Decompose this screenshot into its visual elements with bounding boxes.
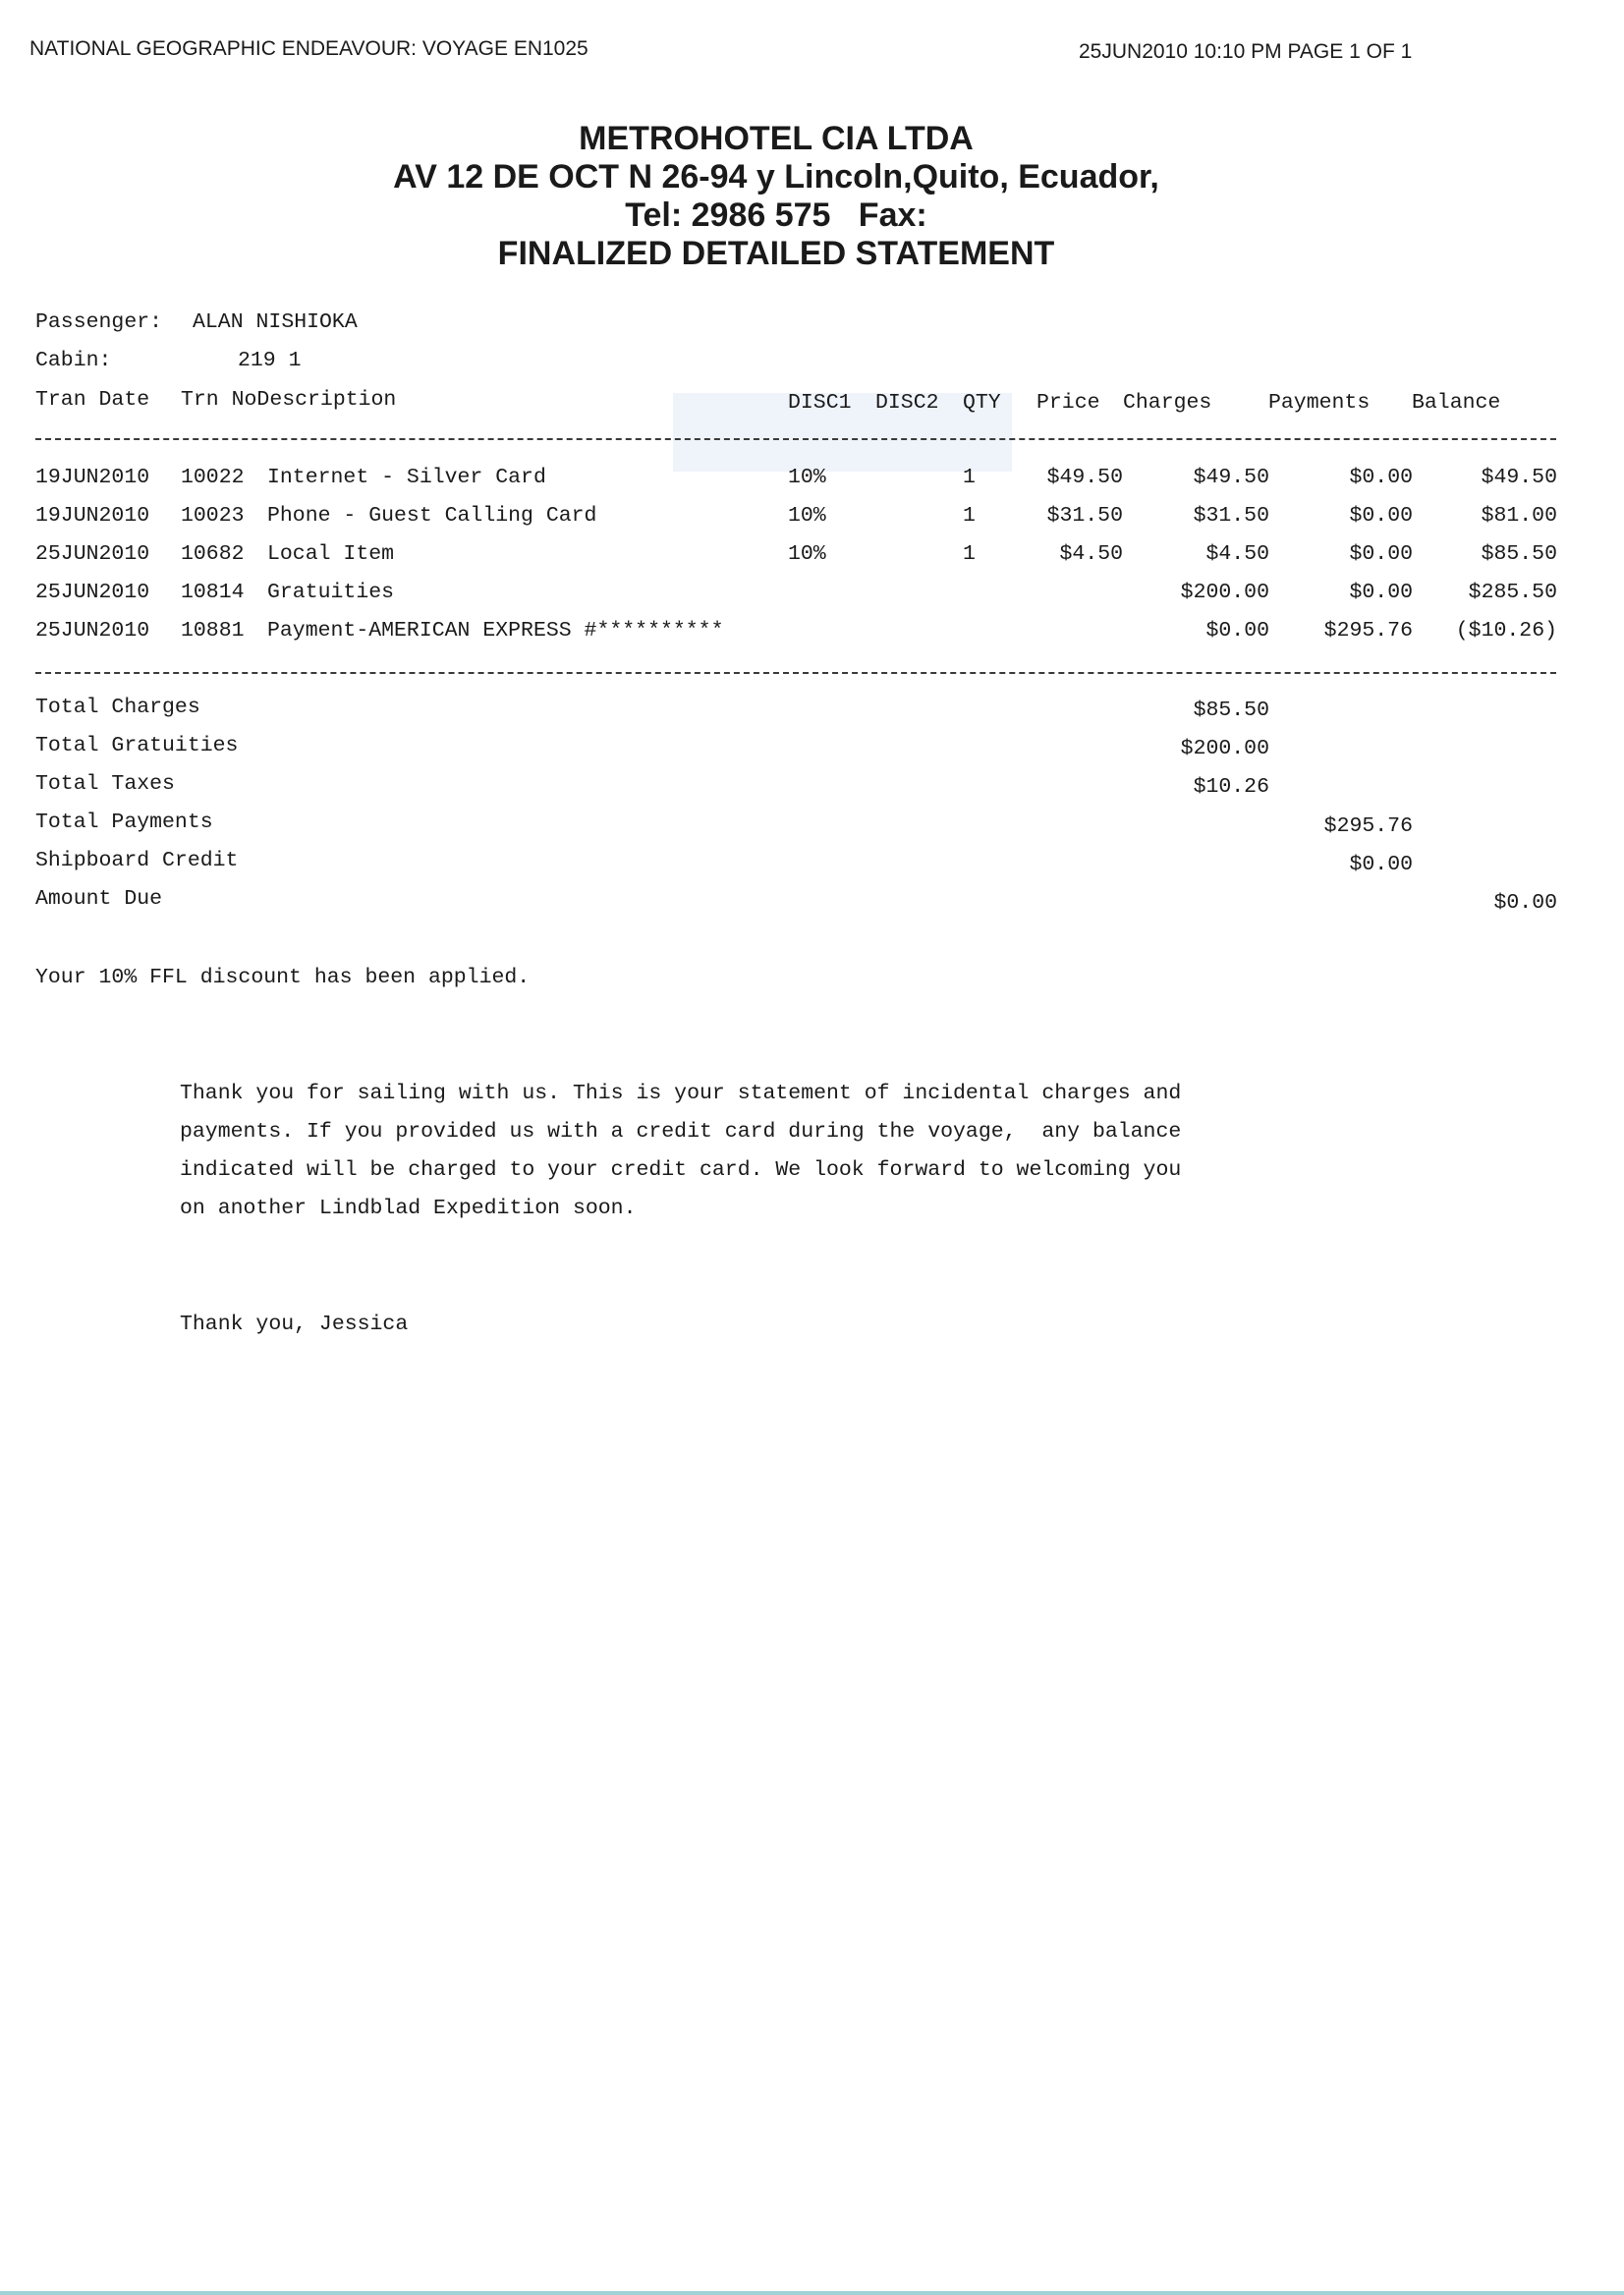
row-trn-no: 10881 xyxy=(181,619,245,643)
row-payments: $0.00 xyxy=(1349,504,1413,528)
company-phone-fax: Tel: 2986 575 Fax: xyxy=(625,196,927,234)
signoff: Thank you, Jessica xyxy=(180,1313,409,1336)
col-disc2: DISC2 xyxy=(875,391,939,415)
col-charges: Charges xyxy=(1123,391,1212,415)
row-description: Phone - Guest Calling Card xyxy=(267,504,597,528)
row-qty: 1 xyxy=(963,466,976,489)
row-charges: $31.50 xyxy=(1193,504,1269,528)
message-line: payments. If you provided us with a credit card during the voyage, any balance xyxy=(180,1120,1182,1144)
total-payments-value: $295.76 xyxy=(1323,814,1413,838)
row-qty: 1 xyxy=(963,542,976,566)
col-qty: QTY xyxy=(963,391,1001,415)
company-address: AV 12 DE OCT N 26-94 y Lincoln,Quito, Ecuador, xyxy=(393,158,1159,196)
row-qty: 1 xyxy=(963,504,976,528)
document-title: FINALIZED DETAILED STATEMENT xyxy=(497,235,1055,272)
message-line: Thank you for sailing with us. This is your statement of incidental charges and xyxy=(180,1082,1182,1105)
row-trn-no: 10682 xyxy=(181,542,245,566)
passenger-label: Passenger: xyxy=(35,310,163,334)
row-description: Local Item xyxy=(267,542,395,566)
row-trn-no: 10023 xyxy=(181,504,245,528)
col-disc1: DISC1 xyxy=(788,391,852,415)
total-charges-value: $85.50 xyxy=(1193,699,1269,722)
shipboard-credit-label: Shipboard Credit xyxy=(35,849,239,872)
amount-due-value: $0.00 xyxy=(1493,891,1557,915)
amount-due-label: Amount Due xyxy=(35,887,163,911)
row-price: $49.50 xyxy=(1046,466,1123,489)
row-balance: $285.50 xyxy=(1468,581,1557,604)
row-charges: $4.50 xyxy=(1205,542,1269,566)
total-charges-label: Total Charges xyxy=(35,696,200,719)
row-balance: $85.50 xyxy=(1481,542,1557,566)
total-gratuities-label: Total Gratuities xyxy=(35,734,239,757)
row-date: 25JUN2010 xyxy=(35,619,150,643)
total-taxes-label: Total Taxes xyxy=(35,772,175,796)
cabin-number: 219 1 xyxy=(238,349,302,372)
row-price: $31.50 xyxy=(1046,504,1123,528)
row-charges: $200.00 xyxy=(1180,581,1269,604)
row-date: 19JUN2010 xyxy=(35,466,150,489)
row-payments: $0.00 xyxy=(1349,581,1413,604)
row-description: Gratuities xyxy=(267,581,395,604)
scan-edge xyxy=(0,2291,1624,2295)
row-date: 25JUN2010 xyxy=(35,581,150,604)
message-line: on another Lindblad Expedition soon. xyxy=(180,1197,637,1220)
col-trn-no-description: Trn NoDescription xyxy=(181,388,397,412)
row-charges: $0.00 xyxy=(1205,619,1269,643)
row-date: 25JUN2010 xyxy=(35,542,150,566)
row-balance: ($10.26) xyxy=(1455,619,1557,643)
row-payments: $295.76 xyxy=(1323,619,1413,643)
col-payments: Payments xyxy=(1268,391,1371,415)
row-payments: $0.00 xyxy=(1349,466,1413,489)
total-taxes-value: $10.26 xyxy=(1193,775,1269,799)
row-balance: $49.50 xyxy=(1481,466,1557,489)
row-date: 19JUN2010 xyxy=(35,504,150,528)
col-tran-date: Tran Date xyxy=(35,388,150,412)
row-disc1: 10% xyxy=(788,504,826,528)
row-description: Internet - Silver Card xyxy=(267,466,546,489)
cabin-label: Cabin: xyxy=(35,349,112,372)
row-trn-no: 10022 xyxy=(181,466,245,489)
totals-divider xyxy=(35,672,1556,674)
message-line: indicated will be charged to your credit card. We look forward to welcoming you xyxy=(180,1158,1182,1182)
row-price: $4.50 xyxy=(1059,542,1123,566)
row-description: Payment-AMERICAN EXPRESS #********** xyxy=(267,619,724,643)
col-balance: Balance xyxy=(1412,391,1501,415)
discount-note: Your 10% FFL discount has been applied. xyxy=(35,966,531,989)
row-disc1: 10% xyxy=(788,466,826,489)
row-disc1: 10% xyxy=(788,542,826,566)
col-price: Price xyxy=(1036,391,1100,415)
total-payments-label: Total Payments xyxy=(35,811,213,834)
print-timestamp-page: 25JUN2010 10:10 PM PAGE 1 OF 1 xyxy=(1079,40,1413,63)
vessel-voyage-header: NATIONAL GEOGRAPHIC ENDEAVOUR: VOYAGE EN1025 xyxy=(29,37,588,60)
row-charges: $49.50 xyxy=(1193,466,1269,489)
company-title-block xyxy=(0,120,1552,273)
header-divider xyxy=(35,438,1556,440)
total-gratuities-value: $200.00 xyxy=(1180,737,1269,760)
passenger-name: ALAN NISHIOKA xyxy=(193,310,358,334)
shipboard-credit-value: $0.00 xyxy=(1349,853,1413,876)
row-payments: $0.00 xyxy=(1349,542,1413,566)
row-balance: $81.00 xyxy=(1481,504,1557,528)
row-trn-no: 10814 xyxy=(181,581,245,604)
company-name: METROHOTEL CIA LTDA xyxy=(579,120,974,157)
